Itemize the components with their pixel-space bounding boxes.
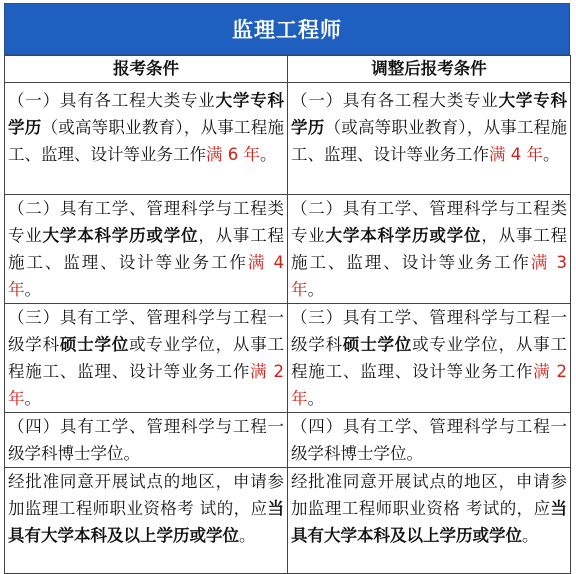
bold-text: 大学本科学历或学位 [325,226,482,245]
header-original-conditions: 报考条件 [5,56,288,83]
cell-adjusted-2 [288,195,571,304]
text: （二）具有工学、管理科学与工程类专业 [8,199,284,245]
bold-text: 硕士学位 [59,335,130,354]
cell-original-3 [5,304,288,413]
text: 或专业学位，从事工程施工、监理、设计等业务工作 [291,335,568,381]
text: 或专业学位，从事工程施工、监理、设计等业务工作 [8,335,285,381]
text: 。 [239,526,256,545]
highlight-years: 满 3 年 [291,253,568,299]
cell-adjusted-3 [288,304,571,413]
cell-original-1 [5,83,288,195]
text: （二）具有工学、管理科学与工程类专业 [291,199,567,245]
text: （三）具有工学、管理科学与工程一级学科 [8,308,284,354]
text: 。 [307,389,324,408]
bold-text: 大学专科学历 [291,91,568,137]
page-title: 监理工程师 [4,3,570,55]
conditions-table [4,55,571,574]
text: 。 [307,280,324,299]
cell-adjusted-4: （四）具有工学、管理科学与工程一级学科博士学位。 [288,413,571,468]
text: 经批准同意开展试点的地区，申请参加监理工程师职业资格考 试的，应 [8,472,284,518]
text: ，从事工程施工、监理、设计等业务工作 [291,226,568,272]
text: 。 [260,145,277,164]
bold-text: 当具有大学本科及以上学历或学位 [8,499,284,545]
bold-text: 当具有大学本科及以上学历或学位 [291,499,567,545]
cell-original-2 [5,195,288,304]
cell-adjusted-note [288,468,571,574]
text: 。 [24,389,41,408]
highlight-years: 满 6 年 [206,145,260,164]
highlight-years: 满 2 年 [291,362,567,408]
table-header-row [5,56,571,83]
table-row [5,304,571,413]
cell-adjusted-1 [288,83,571,195]
highlight-years: 满 4 年 [8,253,285,299]
table-row [5,195,571,304]
text: 经批准同意开展试点的地区，申请参加监理工程师职业资格 考试的，应 [291,472,567,518]
table-row [5,413,571,468]
text: （或高等职业教育），从事工程施工、监理、设计等业务工作 [8,118,284,164]
table-row-pilot-note [5,468,571,574]
text: （一）具有各工程大类专业 [291,91,499,110]
header-adjusted-conditions: 调整后报考条件 [288,56,571,83]
bold-text: 大学专科学历 [8,91,285,137]
bold-text: 大学本科学历或学位 [42,226,199,245]
text: （三）具有工学、管理科学与工程一级学科 [291,308,567,354]
cell-original-4: （四）具有工学、管理科学与工程一级学科博士学位。 [5,413,288,468]
text: 。 [24,280,41,299]
bold-text: 硕士学位 [342,335,413,354]
text: 。 [543,145,560,164]
cell-original-note [5,468,288,574]
highlight-years: 满 4 年 [489,145,543,164]
text: （或高等职业教育），从事工程施工、监理、设计等业务工作 [291,118,567,164]
text: ，从事工程施工、监理、设计等业务工作 [8,226,285,272]
text: 。 [522,526,539,545]
text: （一）具有各工程大类专业 [8,91,216,110]
table-row [5,83,571,195]
highlight-years: 满 2 年 [8,362,284,408]
